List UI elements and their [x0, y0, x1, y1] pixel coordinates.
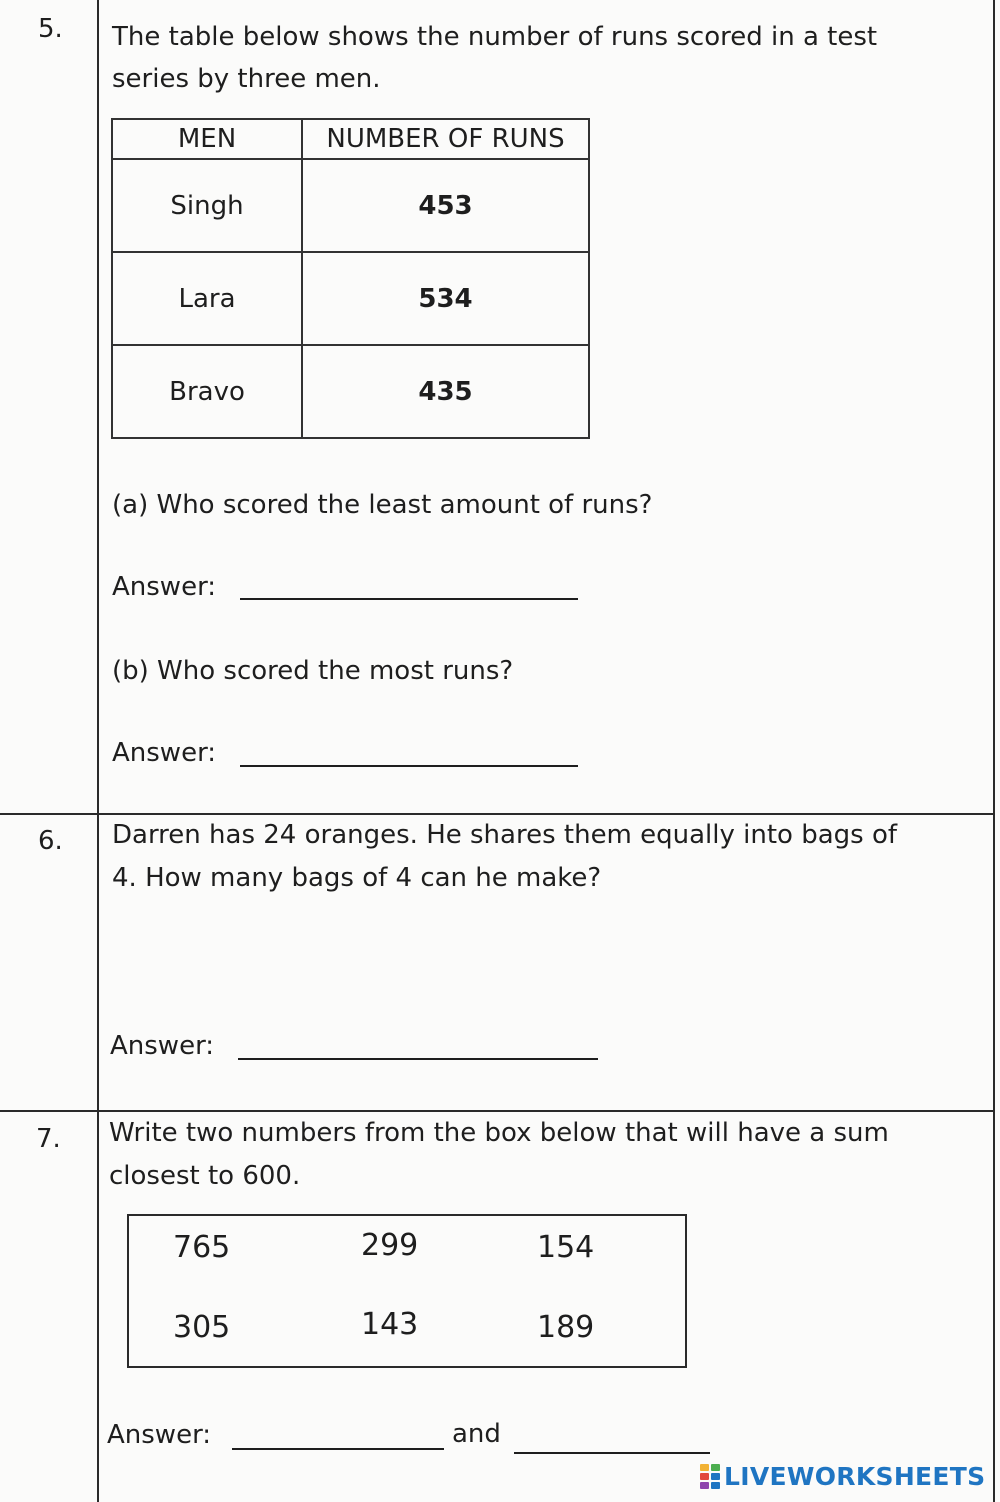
- number-choice: 154: [537, 1230, 595, 1265]
- table-row: [112, 345, 589, 438]
- question-6-number: 6.: [38, 826, 63, 856]
- question-7-answer-blank-2[interactable]: [514, 1452, 710, 1454]
- question-5-part-b: (b) Who scored the most runs?: [112, 656, 514, 686]
- question-7-number: 7.: [36, 1124, 61, 1154]
- table-cell-runs: 435: [302, 345, 589, 438]
- question-7-answer-label: Answer:: [107, 1420, 212, 1450]
- question-5-answer-a-label: Answer:: [112, 572, 217, 602]
- table-row: [112, 252, 589, 345]
- runs-table-header-men: MEN: [112, 119, 302, 159]
- liveworksheets-watermark: [700, 1462, 985, 1491]
- question-5-part-a: (a) Who scored the least amount of runs?: [112, 490, 653, 520]
- number-choice: 299: [361, 1228, 419, 1263]
- liveworksheets-logo-icon: [700, 1464, 720, 1490]
- table-cell-man: Singh: [112, 159, 302, 252]
- question-6-answer-label: Answer:: [110, 1031, 215, 1061]
- runs-table-header-row: [112, 119, 589, 159]
- question-5-number: 5.: [38, 14, 63, 44]
- table-row: [112, 159, 589, 252]
- table-cell-man: Bravo: [112, 345, 302, 438]
- question-7-and-label: and: [452, 1419, 501, 1449]
- number-choice: 189: [537, 1310, 595, 1345]
- number-choice: 305: [173, 1310, 231, 1345]
- runs-table-header-runs: NUMBER OF RUNS: [302, 119, 589, 159]
- question-7-line-1: Write two numbers from the box below that will have a sum: [109, 1118, 889, 1148]
- question-7-answer-blank-1[interactable]: [232, 1448, 444, 1450]
- number-choice: 765: [173, 1230, 231, 1265]
- question-5-answer-b-blank[interactable]: [240, 765, 578, 767]
- runs-table: [111, 118, 590, 439]
- number-choice-box: [127, 1214, 687, 1368]
- question-6-answer-blank[interactable]: [238, 1058, 598, 1060]
- question-7-line-2: closest to 600.: [109, 1161, 301, 1191]
- table-cell-runs: 453: [302, 159, 589, 252]
- question-5-intro-line-1: The table below shows the number of runs scored in a test: [112, 22, 878, 52]
- number-choice: 143: [361, 1307, 419, 1342]
- table-cell-runs: 534: [302, 252, 589, 345]
- question-5-answer-a-blank[interactable]: [240, 598, 578, 600]
- question-number-column-divider: [97, 0, 99, 1502]
- question-5-answer-b-label: Answer:: [112, 738, 217, 768]
- table-cell-man: Lara: [112, 252, 302, 345]
- question-6-line-2: 4. How many bags of 4 can he make?: [112, 863, 602, 893]
- right-border: [993, 0, 995, 1502]
- question-5-intro-line-2: series by three men.: [112, 64, 381, 94]
- question-6-line-1: Darren has 24 oranges. He shares them equally into bags of: [112, 820, 898, 850]
- liveworksheets-watermark-text: LIVEWORKSHEETS: [724, 1462, 986, 1491]
